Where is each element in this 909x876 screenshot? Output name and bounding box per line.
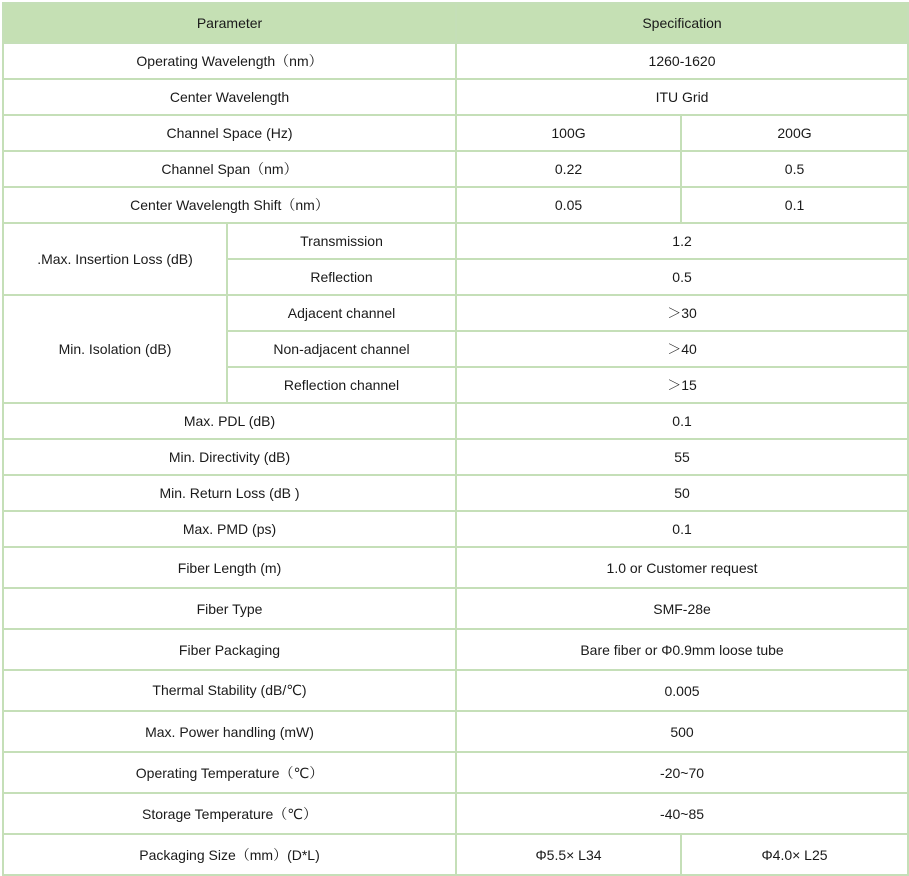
spec-value: 1.0 or Customer request bbox=[456, 547, 908, 588]
spec-value: Bare fiber or Φ0.9mm loose tube bbox=[456, 629, 908, 670]
header-row bbox=[3, 3, 908, 43]
param-label: Fiber Length (m) bbox=[3, 547, 456, 588]
table-row bbox=[3, 43, 908, 79]
table-row bbox=[3, 403, 908, 439]
table-row bbox=[3, 187, 908, 223]
spec-value: ＞30 bbox=[456, 295, 908, 331]
table-row bbox=[3, 439, 908, 475]
spec-value-200g: 200G bbox=[681, 115, 908, 151]
table-row bbox=[3, 79, 908, 115]
spec-value: 0.1 bbox=[456, 511, 908, 547]
spec-value: ＞40 bbox=[456, 331, 908, 367]
param-label: Packaging Size（mm）(D*L) bbox=[3, 834, 456, 875]
table-row bbox=[3, 115, 908, 151]
spec-value-100g: 0.22 bbox=[456, 151, 681, 187]
param-label: Storage Temperature（℃） bbox=[3, 793, 456, 834]
spec-value: ＞15 bbox=[456, 367, 908, 403]
spec-value-200g: 0.5 bbox=[681, 151, 908, 187]
param-label: Thermal Stability (dB/℃) bbox=[3, 670, 456, 711]
sub-param-label: Reflection channel bbox=[227, 367, 456, 403]
spec-value: 500 bbox=[456, 711, 908, 752]
spec-table bbox=[2, 2, 909, 876]
spec-value: 0.5 bbox=[456, 259, 908, 295]
param-label: Operating Wavelength（nm） bbox=[3, 43, 456, 79]
spec-value-200g: 0.1 bbox=[681, 187, 908, 223]
spec-value-size-1: Φ5.5× L34 bbox=[456, 834, 681, 875]
sub-param-label: Transmission bbox=[227, 223, 456, 259]
header-specification: Specification bbox=[456, 3, 908, 43]
table-row bbox=[3, 793, 908, 834]
table-row bbox=[3, 752, 908, 793]
param-label: Fiber Type bbox=[3, 588, 456, 629]
param-label: Max. PMD (ps) bbox=[3, 511, 456, 547]
table-row bbox=[3, 511, 908, 547]
table-row bbox=[3, 151, 908, 187]
param-label: Max. Power handling (mW) bbox=[3, 711, 456, 752]
spec-value: 0.005 bbox=[456, 670, 908, 711]
table-row bbox=[3, 711, 908, 752]
header-parameter: Parameter bbox=[3, 3, 456, 43]
spec-value: ITU Grid bbox=[456, 79, 908, 115]
param-label: Channel Span（nm） bbox=[3, 151, 456, 187]
spec-value: 50 bbox=[456, 475, 908, 511]
sub-param-label: Reflection bbox=[227, 259, 456, 295]
table-row bbox=[3, 834, 908, 875]
table-row bbox=[3, 629, 908, 670]
param-label: Min. Isolation (dB) bbox=[3, 295, 227, 403]
table-row bbox=[3, 295, 908, 331]
spec-value: 1.2 bbox=[456, 223, 908, 259]
param-label: Min. Directivity (dB) bbox=[3, 439, 456, 475]
table-row bbox=[3, 475, 908, 511]
spec-value-100g: 100G bbox=[456, 115, 681, 151]
spec-value: -40~85 bbox=[456, 793, 908, 834]
spec-value: -20~70 bbox=[456, 752, 908, 793]
sub-param-label: Non-adjacent channel bbox=[227, 331, 456, 367]
param-label: Max. PDL (dB) bbox=[3, 403, 456, 439]
spec-value: 55 bbox=[456, 439, 908, 475]
table-row bbox=[3, 670, 908, 711]
param-label: Center Wavelength bbox=[3, 79, 456, 115]
param-label: Channel Space (Hz) bbox=[3, 115, 456, 151]
spec-value: 1260-1620 bbox=[456, 43, 908, 79]
table-row bbox=[3, 223, 908, 259]
spec-value: SMF-28e bbox=[456, 588, 908, 629]
param-label: Operating Temperature（℃） bbox=[3, 752, 456, 793]
sub-param-label: Adjacent channel bbox=[227, 295, 456, 331]
param-label: Center Wavelength Shift（nm） bbox=[3, 187, 456, 223]
spec-value: 0.1 bbox=[456, 403, 908, 439]
table-row bbox=[3, 588, 908, 629]
spec-value-100g: 0.05 bbox=[456, 187, 681, 223]
table-row bbox=[3, 547, 908, 588]
param-label: Fiber Packaging bbox=[3, 629, 456, 670]
spec-value-size-2: Φ4.0× L25 bbox=[681, 834, 908, 875]
param-label: Min. Return Loss (dB ) bbox=[3, 475, 456, 511]
param-label: .Max. Insertion Loss (dB) bbox=[3, 223, 227, 295]
